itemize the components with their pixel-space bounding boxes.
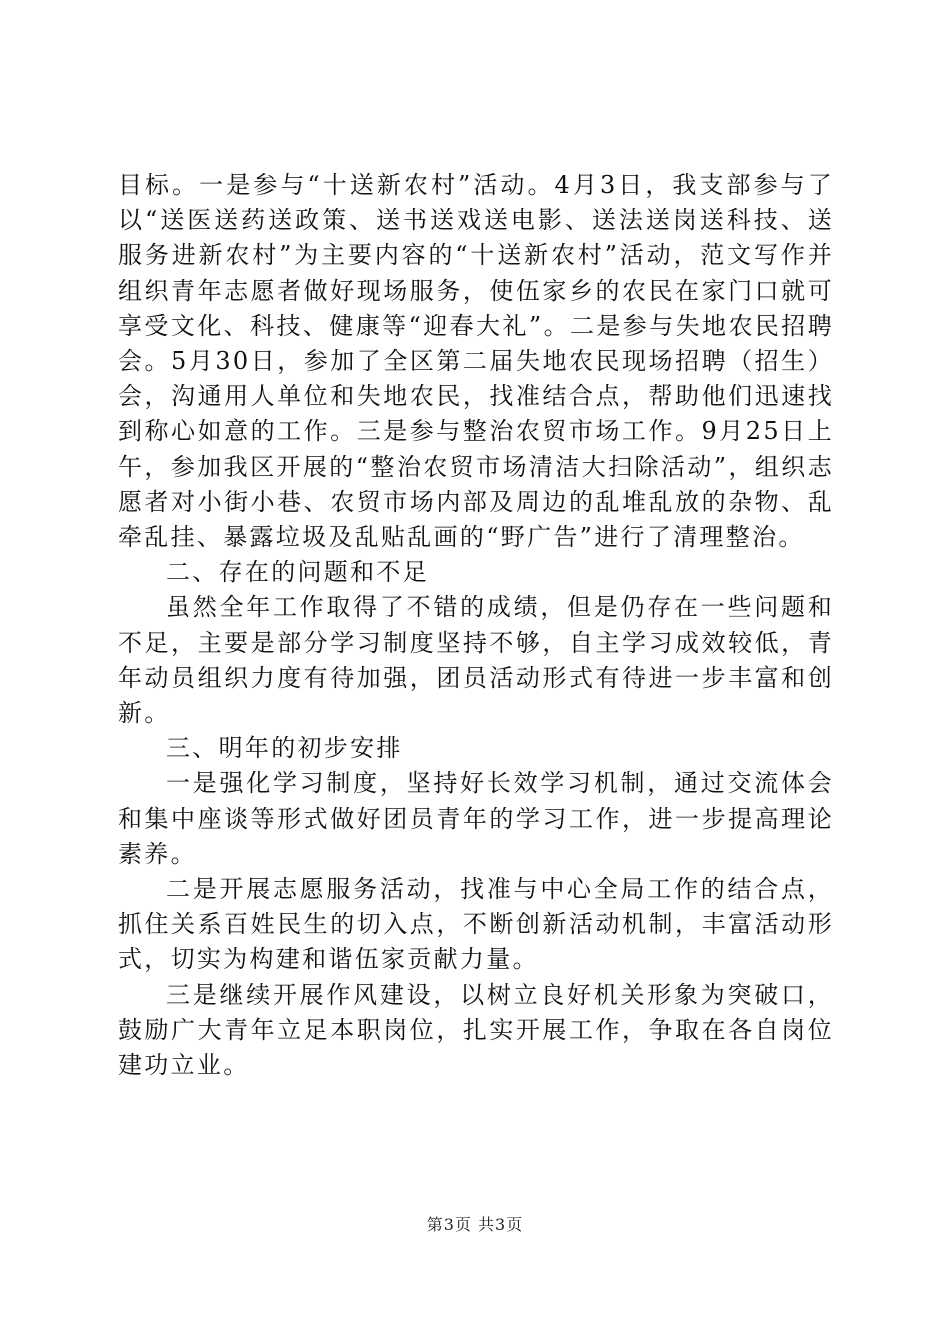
section-heading-problems: 二、存在的问题和不足: [166, 558, 429, 587]
section-heading-next-year-plan: 三、明年的初步安排: [166, 734, 403, 763]
document-body: [118, 168, 834, 1083]
paragraph-volunteer-activities: 目标。一是参与“十送新农村”活动。4月3日，我支部参与了以“送医送药送政策、送书送戏送电影、送法送岗送科技、送服务进新农村”为主要内容的“十送新农村”活动，范文写作并组织青年志愿者做好现场服务，使伍家乡的农民在家门口就可享受文化、科技、健康等“迎春大礼”。二是参与失地农民招聘会。5月30日，参加了全区第二届失地农民现场招聘（招生）会，沟通用人单位和失地农民，找准结合点，帮助他们迅速找到称心如意的工作。三是参与整治农贸市场工作。9月25日上午，参加我区开展的“整治农贸市场清洁大扫除活动”，组织志愿者对小街小巷、农贸市场内部及周边的乱堆乱放的杂物、乱牵乱挂、暴露垃圾及乱贴乱画的“野广告”进行了清理整治。: [118, 171, 834, 552]
paragraph-plan-style: 三是继续开展作风建设，以树立良好机关形象为突破口，鼓励广大青年立足本职岗位，扎实开展工作，争取在各自岗位建功立业。: [118, 980, 834, 1080]
paragraph-problems: 虽然全年工作取得了不错的成绩，但是仍存在一些问题和不足，主要是部分学习制度坚持不够，自主学习成效较低，青年动员组织力度有待加强，团员活动形式有待进一步丰富和创新。: [118, 593, 834, 728]
paragraph-plan-volunteer: 二是开展志愿服务活动，找准与中心全局工作的结合点，抓住关系百姓民生的切入点，不断创新活动机制，丰富活动形式，切实为构建和谐伍家贡献力量。: [118, 875, 834, 974]
paragraph-plan-study: 一是强化学习制度，坚持好长效学习机制，通过交流体会和集中座谈等形式做好团员青年的学习工作，进一步提高理论素养。: [118, 769, 834, 868]
page-footer: 第3页 共3页: [426, 1215, 524, 1234]
